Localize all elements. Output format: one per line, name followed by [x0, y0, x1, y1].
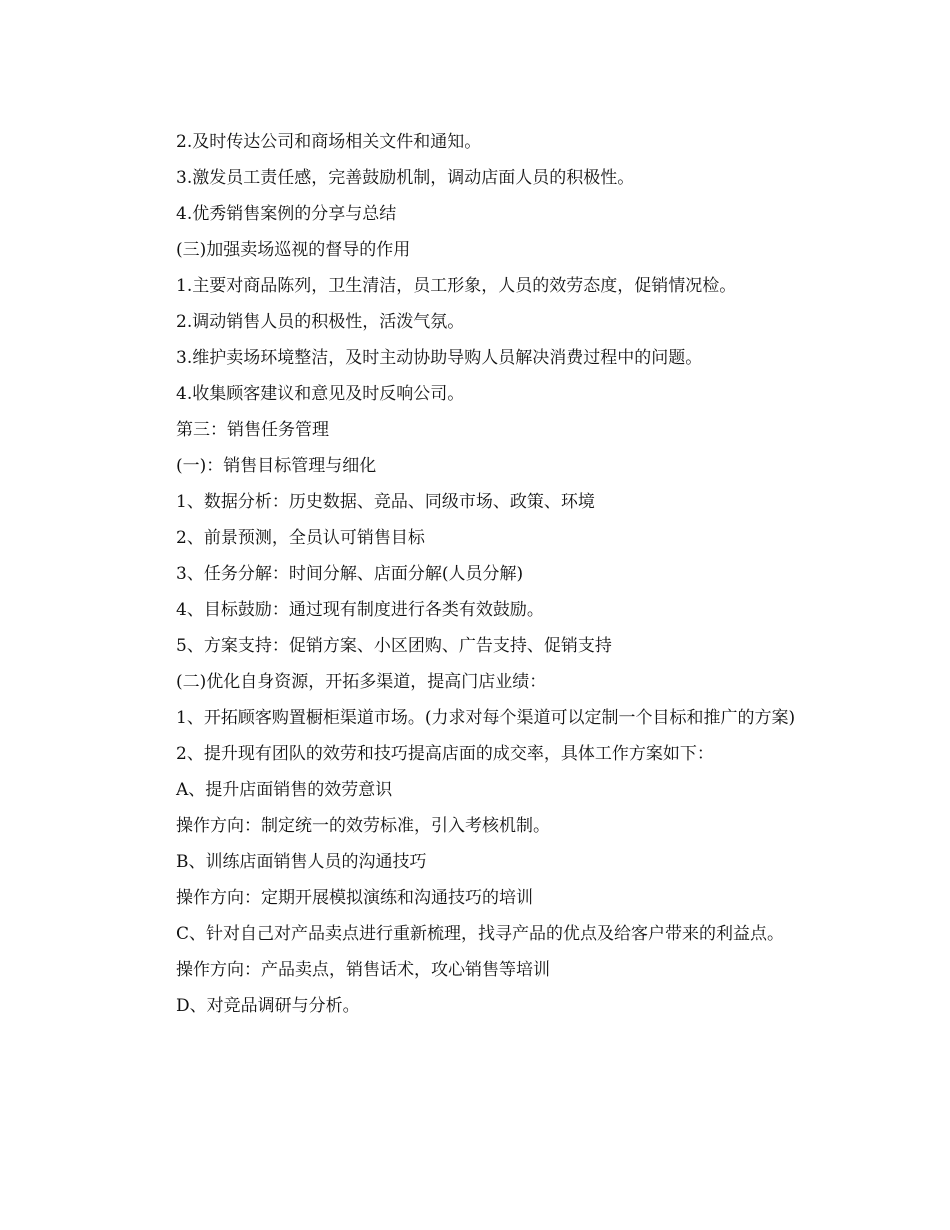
paragraph-21: B、训练店面销售人员的沟通技巧	[176, 852, 427, 872]
paragraph-1: 2.及时传达公司和商场相关文件和通知。	[176, 132, 482, 152]
paragraph-23: C、针对自己对产品卖点进行重新梳理，找寻产品的优点及给客户带来的利益点。	[176, 924, 785, 944]
paragraph-18: 2、提升现有团队的效劳和技巧提高店面的成交率，具体工作方案如下：	[176, 744, 714, 764]
paragraph-13: 3、任务分解：时间分解、店面分解(人员分解)	[176, 564, 524, 584]
paragraph-7: 3.维护卖场环境整洁，及时主动协助导购人员解决消费过程中的问题。	[176, 348, 703, 368]
section-heading-inspection: (三)加强卖场巡视的督导的作用	[176, 240, 411, 260]
document-body	[142, 124, 812, 1024]
paragraph-6: 2.调动销售人员的积极性，活泼气氛。	[176, 312, 465, 332]
paragraph-11: 1、数据分析：历史数据、竞品、同级市场、政策、环境	[176, 492, 595, 512]
paragraph-8: 4.收集顾客建议和意见及时反响公司。	[176, 384, 465, 404]
paragraph-20: 操作方向：制定统一的效劳标准，引入考核机制。	[176, 816, 550, 836]
subsection-heading-resources: (二)优化自身资源，开拓多渠道，提高门店业绩：	[176, 672, 547, 692]
paragraph-15: 5、方案支持：促销方案、小区团购、广告支持、促销支持	[176, 636, 612, 656]
paragraph-24: 操作方向：产品卖点，销售话术，攻心销售等培训	[176, 960, 550, 980]
paragraph-3: 4.优秀销售案例的分享与总结	[176, 204, 397, 224]
paragraph-14: 4、目标鼓励：通过现有制度进行各类有效鼓励。	[176, 600, 544, 620]
section-heading-sales-tasks: 第三：销售任务管理	[176, 420, 329, 440]
paragraph-19: A、提升店面销售的效劳意识	[176, 780, 393, 800]
paragraph-17: 1、开拓顾客购置橱柜渠道市场。(力求对每个渠道可以定制一个目标和推广的方案)	[176, 708, 796, 728]
paragraph-12: 2、前景预测，全员认可销售目标	[176, 528, 425, 548]
paragraph-22: 操作方向：定期开展模拟演练和沟通技巧的培训	[176, 888, 533, 908]
paragraph-25: D、对竞品调研与分析。	[176, 996, 360, 1016]
subsection-heading-targets: (一)：销售目标管理与细化	[176, 456, 377, 476]
paragraph-5: 1.主要对商品陈列，卫生清洁，员工形象，人员的效劳态度，促销情况检。	[176, 276, 737, 296]
paragraph-2: 3.激发员工责任感，完善鼓励机制，调动店面人员的积极性。	[176, 168, 635, 188]
